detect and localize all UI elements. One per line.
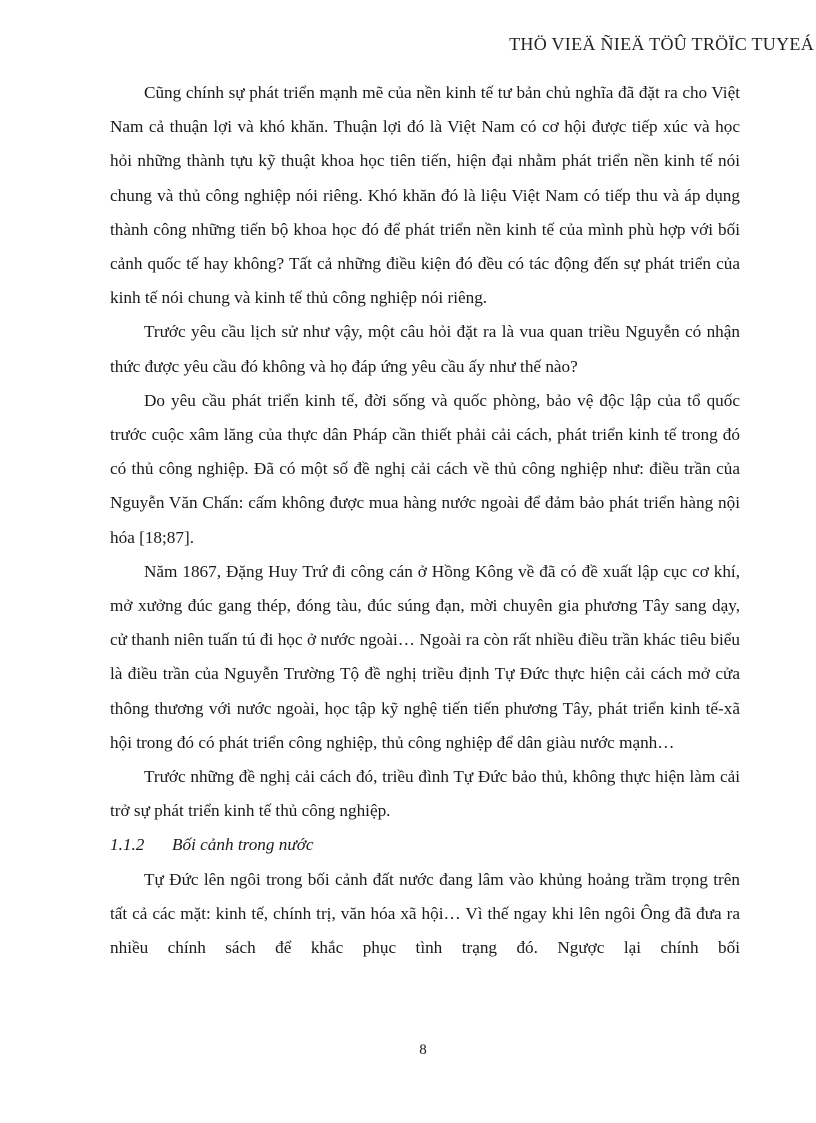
- paragraph: Năm 1867, Đặng Huy Trứ đi công cán ở Hồng Kông về đã có đề xuất lập cục cơ khí, mở xưởng đúc gang thép, đóng tàu, đúc súng đạn, mời chuyên gia phương Tây sang dạy, cử thanh niên tuấn tú đi học ở nước ngoài… Ngoài ra còn rất nhiều điều trần khác tiêu biểu là điều trần của Nguyễn Trường Tộ đề nghị triều định Tự Đức thực hiện cải cách mở cửa thông thương với nước ngoài, học tập kỹ nghệ tiến tiến phương Tây, phát triển kinh tế-xã hội trong đó có phát triển công nghiệp, thủ công nghiệp để dân giàu nước mạnh…: [110, 561, 740, 752]
- paragraph: Tự Đức lên ngôi trong bối cảnh đất nước đang lâm vào khủng hoảng trầm trọng trên tất cả các mặt: kinh tế, chính trị, văn hóa xã hội… Vì thế ngay khi lên ngôi Ông đã đưa ra nhiều chính sách để khắc phục tình trạng đó. Ngược lại chính bối: [110, 869, 740, 958]
- paragraph: Trước yêu cầu lịch sử như vậy, một câu hỏi đặt ra là vua quan triều Nguyễn có nhận thức được yêu cầu đó không và họ đáp ứng yêu cầu ấy như thế nào?: [110, 322, 740, 376]
- paragraph: Cũng chính sự phát triển mạnh mẽ của nền kinh tế tư bản chủ nghĩa đã đặt ra cho Việt Nam cả thuận lợi và khó khăn. Thuận lợi đó là Việt Nam có cơ hội được tiếp xúc và học hỏi những thành tựu kỹ thuật khoa học tiên tiến, hiện đại nhằm phát triển nền kinh tế nói chung và thủ công nghiệp nói riêng. Khó khăn đó là liệu Việt Nam có tiếp thu và áp dụng thành công những tiến bộ khoa học đó để phát triển nền kinh tế của mình phù hợp với bối cảnh quốc tế hay không? Tất cả những điều kiện đó đều có tác động đến sự phát triển của kinh tế nói chung và kinh tế thủ công nghiệp nói riêng.: [110, 83, 740, 308]
- section-heading: [110, 828, 740, 862]
- running-header: THÖ VIEÄ ÑIEÄ TÖÛ TRÖÏC TUYEÁ: [509, 34, 814, 54]
- section-title: Bối cảnh trong nước: [172, 835, 314, 855]
- page-number: 8: [419, 1042, 427, 1058]
- paragraph: Trước những đề nghị cải cách đó, triều đình Tự Đức bảo thủ, không thực hiện làm cải trở sự phát triển kinh tế thủ công nghiệp.: [110, 767, 740, 821]
- paragraph: Do yêu cầu phát triển kinh tế, đời sống và quốc phòng, bảo vệ độc lập của tổ quốc trước cuộc xâm lăng của thực dân Pháp cần thiết phải cải cách, phát triển kinh tế trong đó có thủ công nghiệp. Đã có một số đề nghị cải cách về thủ công nghiệp như: điều trần của Nguyễn Văn Chấn: cấm không được mua hàng nước ngoài để đảm bảo phát triển hàng nội hóa [18;87].: [110, 390, 740, 547]
- section-number: 1.1.2: [110, 835, 145, 855]
- body-text: [110, 76, 740, 965]
